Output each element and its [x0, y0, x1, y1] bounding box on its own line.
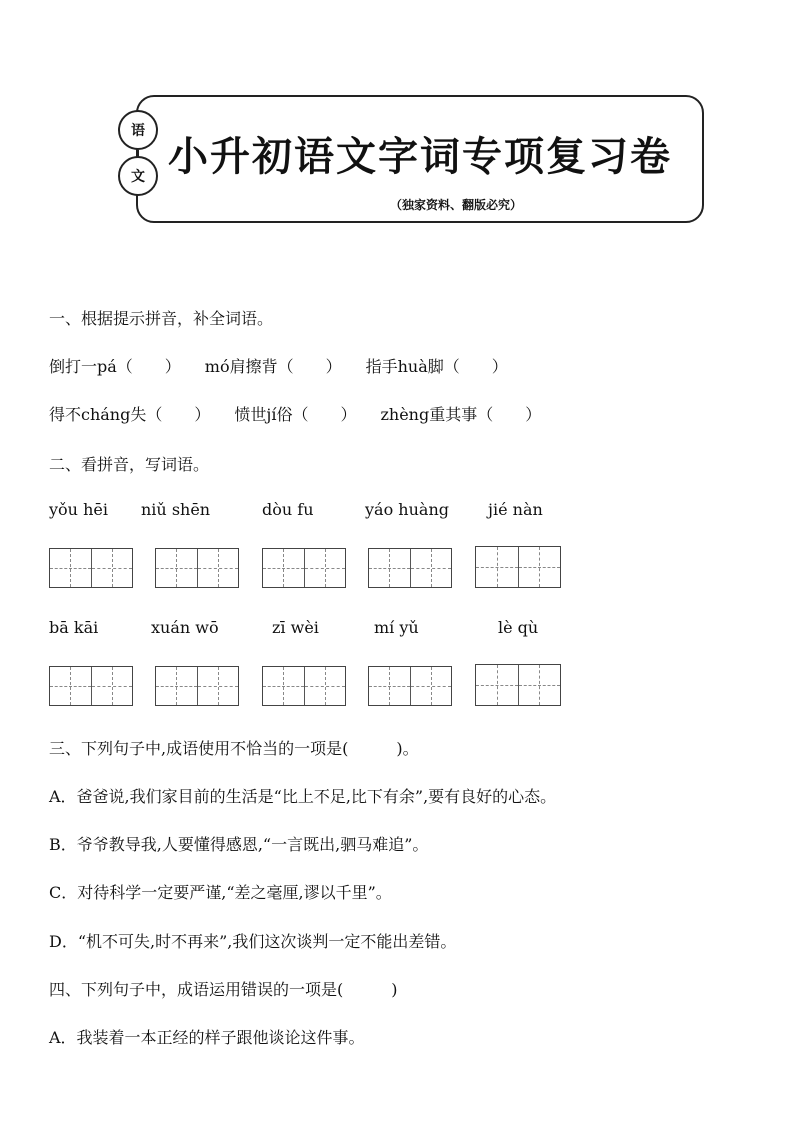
pinyin-label: jié nàn [488, 500, 543, 519]
section2-heading: 二、看拼音，写词语。 [49, 455, 210, 474]
s3-option-b: B．爷爷教导我,人要懂得感恩,“一言既出,驷马难追”。 [49, 835, 429, 854]
section1-row1 [49, 354, 508, 377]
pinyin-label: niǔ shēn [141, 500, 211, 519]
s1-item: 愤世jí俗（ ） [234, 405, 357, 424]
s4-option-a: A．我装着一本正经的样子跟他谈论这件事。 [49, 1028, 365, 1047]
s1-item: 得不cháng失（ ） [49, 405, 211, 424]
pinyin-label: dòu fu [262, 500, 314, 519]
section4-heading: 四、下列句子中，成语运用错误的一项是( ) [49, 980, 398, 999]
section1-heading: 一、根据提示拼音，补全词语。 [49, 309, 274, 328]
writing-grid[interactable] [262, 666, 346, 706]
subject-badge-bottom: 文 [118, 156, 158, 196]
writing-grid[interactable] [262, 548, 346, 588]
section1-row2 [49, 402, 541, 425]
s1-item: 倒打一pá（ ） [49, 357, 181, 376]
writing-grid[interactable] [368, 666, 452, 706]
section3-heading: 三、下列句子中,成语使用不恰当的一项是( )。 [49, 739, 419, 758]
pinyin-label: yáo huàng [365, 500, 449, 519]
pinyin-label: bā kāi [49, 618, 99, 637]
pinyin-label: lè qù [498, 618, 539, 637]
pinyin-label: xuán wō [151, 618, 219, 637]
s3-option-d: D．“机不可失,时不再来”,我们这次谈判一定不能出差错。 [49, 932, 457, 951]
writing-grid[interactable] [475, 664, 561, 706]
writing-grid[interactable] [475, 546, 561, 588]
writing-grid[interactable] [49, 548, 133, 588]
title-banner [136, 95, 704, 223]
pinyin-label: mí yǔ [374, 618, 419, 637]
pinyin-label: yǒu hēi [49, 500, 108, 519]
writing-grid[interactable] [155, 666, 239, 706]
subject-badge-top: 语 [118, 110, 158, 150]
page-subtitle: （独家资料、翻版必究） [389, 198, 522, 212]
writing-grid[interactable] [368, 548, 452, 588]
writing-grid[interactable] [49, 666, 133, 706]
page-title: 小升初语文字词专项复习卷 [168, 134, 672, 180]
writing-grid[interactable] [155, 548, 239, 588]
s1-item: zhèng重其事（ ） [380, 405, 542, 424]
s3-option-c: C．对待科学一定要严谨,“差之毫厘,谬以千里”。 [49, 883, 392, 902]
s1-item: mó肩擦背（ ） [204, 357, 342, 376]
s3-option-a: A．爸爸说,我们家目前的生活是“比上不足,比下有余”,要有良好的心态。 [49, 787, 557, 806]
s1-item: 指手huà脚（ ） [365, 357, 508, 376]
pinyin-label: zī wèi [272, 618, 319, 637]
